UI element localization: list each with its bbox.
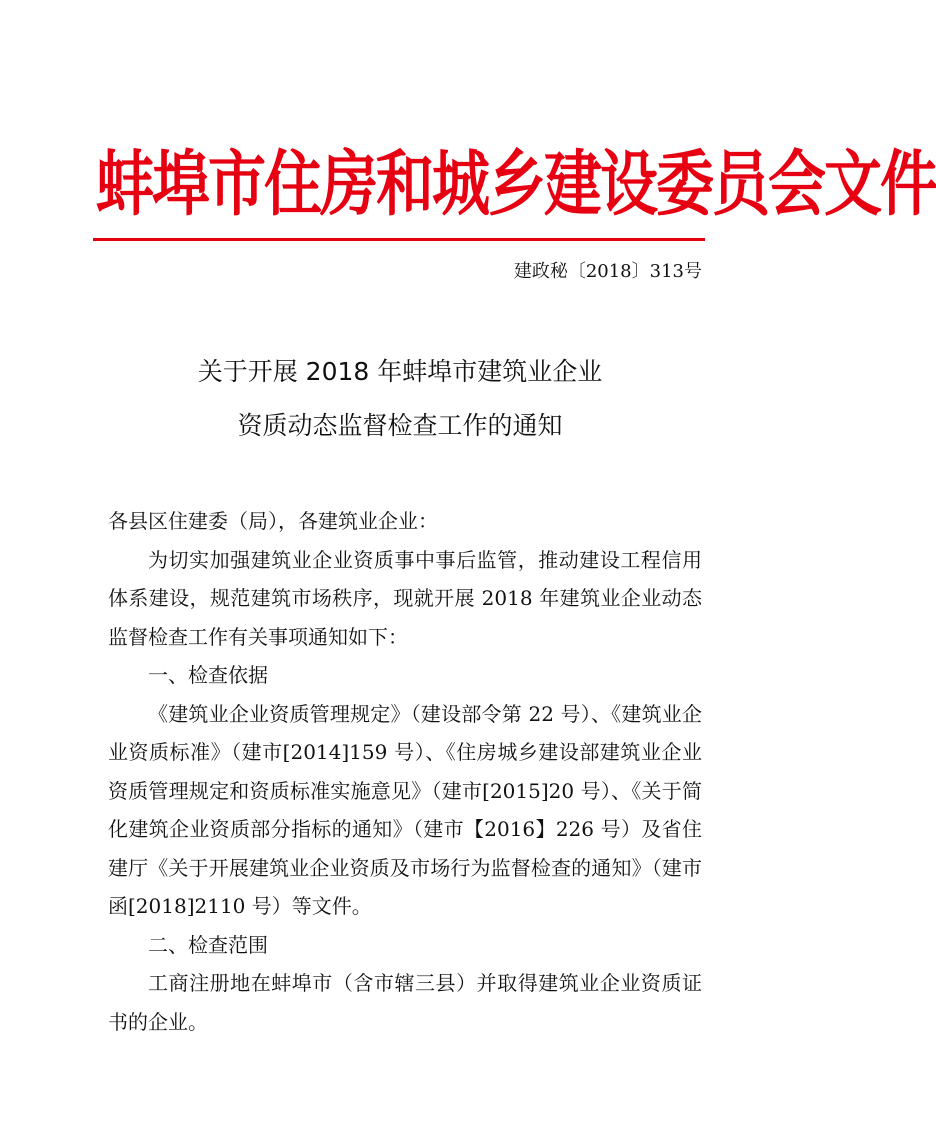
- section-2-heading: 二、检查范围: [148, 932, 268, 957]
- notice-title-line-1: 关于开展 2018 年蚌埠市建筑业企业: [197, 357, 603, 386]
- salutation: 各县区住建委（局），各建筑业企业：: [108, 509, 438, 533]
- notice-body: [108, 502, 702, 1041]
- section-2-paragraph: 工商注册地在蚌埠市（含市辖三县）并取得建筑业企业资质证书的企业。: [108, 971, 702, 1034]
- intro-paragraph: 为切实加强建筑业企业资质事中事后监管，推动建设工程信用体系建设，规范建筑市场秩序，现就开展 2018 年建筑业企业动态监督检查工作有关事项通知如下：: [108, 547, 702, 649]
- section-1-heading: 一、检查依据: [148, 663, 268, 687]
- masthead-title: 蚌埠市住房和城乡建设委员会文件: [96, 142, 936, 226]
- masthead-red-rule: [93, 238, 705, 241]
- section-1-paragraph: 《建筑业企业资质管理规定》（建设部令第 22 号）、《建筑业企业资质标准》（建市[2014]159 号）、《住房城乡建设部建筑业企业资质管理规定和资质标准实施意见》（建市[2015]20 号）、《关于简化建筑企业资质部分指标的通知》（建市【2016】226 号）及省住建厅《关于开展建筑业企业资质及市场行为监督检查的通知》（建市函[2018]2110 号）等文件。: [108, 701, 702, 918]
- notice-title-line-2: 资质动态监督检查工作的通知: [237, 411, 563, 440]
- document-number: 建政秘〔2018〕313号: [513, 261, 702, 282]
